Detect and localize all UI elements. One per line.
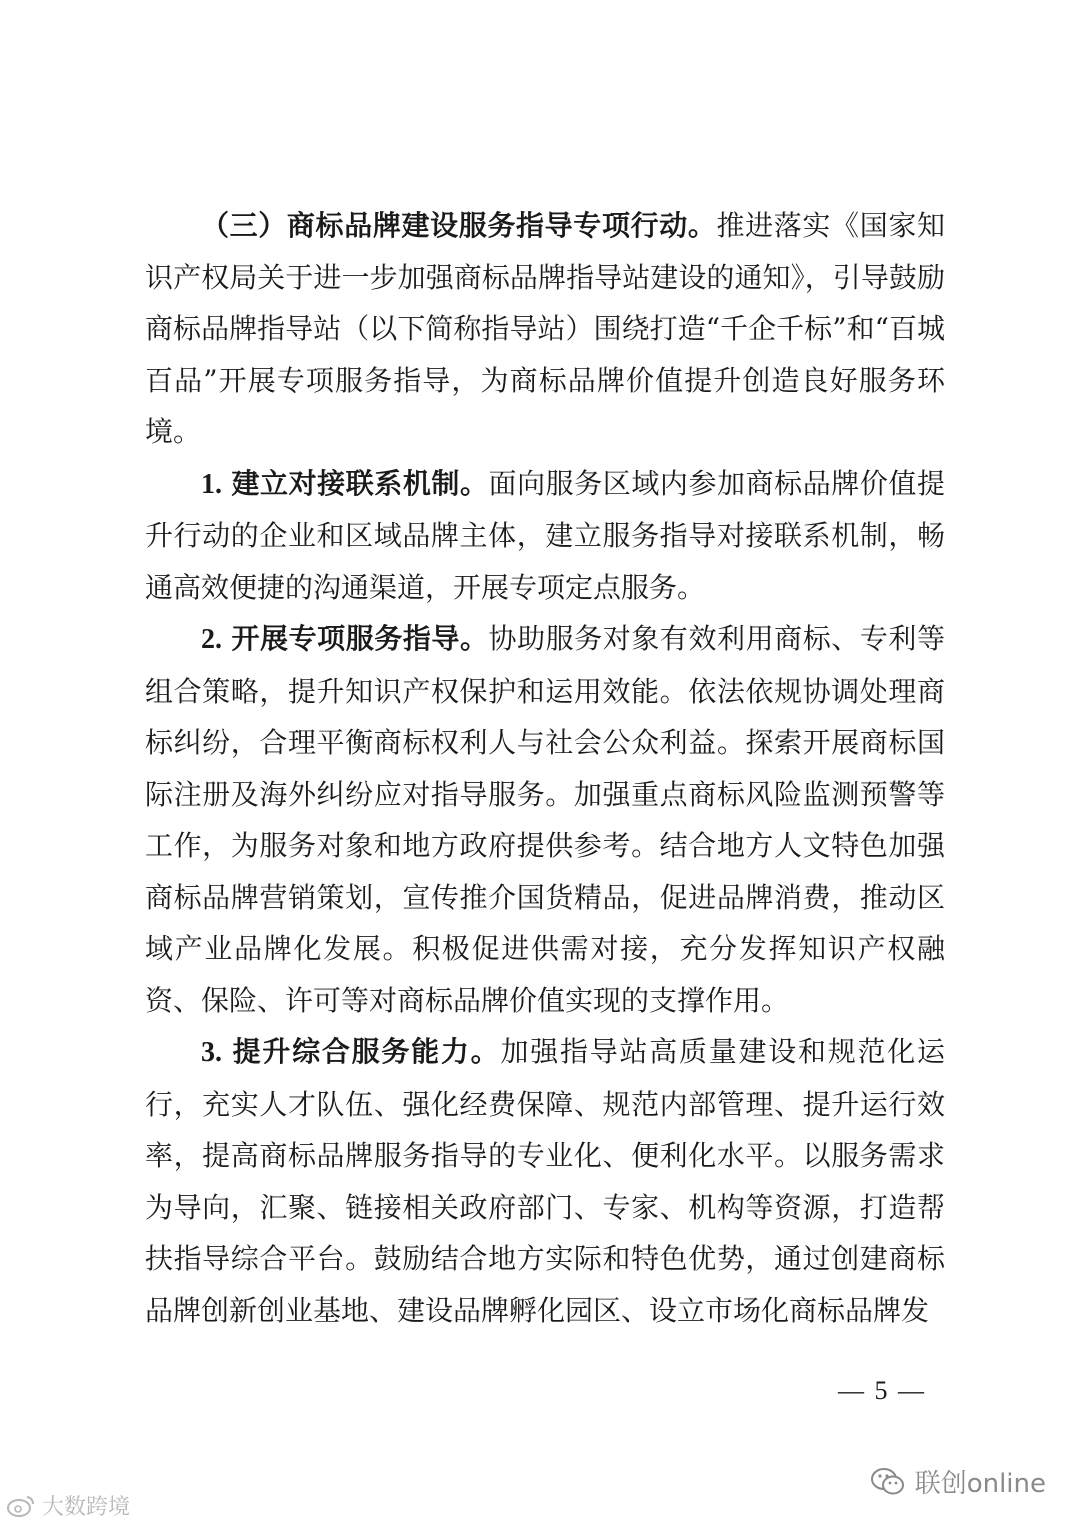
weibo-icon bbox=[6, 1494, 36, 1518]
paragraph-text: 加强指导站高质量建设和规范化运行，充实人才队伍、强化经费保障、规范内部管理、提升运行效率，提高商标品牌服务指导的专业化、便利化水平。以服务需求为导向，汇聚、链接相关政府部门、专家、机构等资源，打造帮扶指导综合平台。鼓励结合地方实际和特色优势，通过创建商标品牌创新创业基地、建设品牌孵化园区、设立市场化商标品牌发 bbox=[145, 1035, 945, 1327]
item-number: 2. bbox=[201, 624, 222, 655]
item-heading: 开展专项服务指导。 bbox=[231, 622, 489, 655]
watermark-account-name: 联创online bbox=[914, 1469, 1046, 1499]
document-body bbox=[145, 200, 945, 1336]
paragraph-item-2 bbox=[145, 613, 945, 1026]
wechat-icon bbox=[871, 1467, 905, 1497]
page-number: — 5 — bbox=[838, 1376, 926, 1405]
watermark-source bbox=[6, 1490, 130, 1521]
item-number: 1. bbox=[201, 468, 222, 500]
item-number: 3. bbox=[201, 1037, 222, 1068]
paragraph-section-3 bbox=[145, 200, 945, 458]
paragraph-text: 面向服务区域内参加商标品牌价值提升行动的企业和区域品牌主体，建立服务指导对接联系机制，畅通高效便捷的沟通渠道，开展专项定点服务。 bbox=[145, 466, 945, 604]
section-heading: （三）商标品牌建设服务指导专项行动。 bbox=[201, 209, 717, 242]
paragraph-item-3 bbox=[145, 1026, 945, 1336]
watermark-account bbox=[871, 1463, 1046, 1500]
paragraph-text: 协助服务对象有效利用商标、专利等组合策略，提升知识产权保护和运用效能。依法依规协调处理商标纠纷，合理平衡商标权利人与社会公众利益。探索开展商标国际注册及海外纠纷应对指导服务。加强重点商标风险监测预警等工作，为服务对象和地方政府提供参考。结合地方人文特色加强商标品牌营销策划，宣传推介国货精品，促进品牌消费，推动区域产业品牌化发展。积极促进供需对接，充分发挥知识产权融资、保险、许可等对商标品牌价值实现的支撑作用。 bbox=[145, 622, 945, 1017]
item-heading: 建立对接联系机制。 bbox=[231, 466, 489, 500]
paragraph-item-1 bbox=[145, 458, 945, 614]
watermark-source-name: 大数跨境 bbox=[42, 1495, 131, 1520]
item-heading: 提升综合服务能力。 bbox=[232, 1035, 501, 1068]
paragraph-text: 推进落实《国家知识产权局关于进一步加强商标品牌指导站建设的通知》，引导鼓励商标品牌指导站（以下简称指导站）围绕打造“千企千标”和“百城百品”开展专项服务指导，为商标品牌价值提升创造良好服务环境。 bbox=[145, 209, 945, 448]
